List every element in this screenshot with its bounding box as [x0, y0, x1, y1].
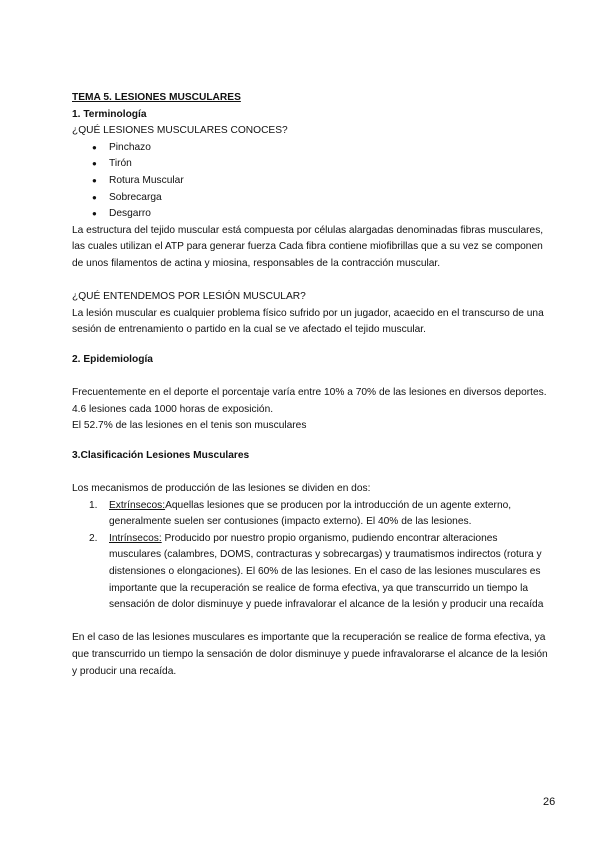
section-3-heading: 3.Clasificación Lesiones Musculares: [72, 449, 250, 461]
muscle-structure-paragraph: La estructura del tejido muscular está compuesta por células alargadas denominadas fibras musculares, las cuales utilizan el ATP para generar fuerza Cada fibra contiene miofibrillas que a su vez se componen de unos filamentos de actina y miosina, responsables de la contracción muscular.: [72, 224, 544, 269]
page-number: 26: [543, 796, 556, 808]
epidemiology-line-2: 4.6 lesiones cada 1000 horas de exposición.: [72, 403, 274, 415]
mechanisms-list: [72, 498, 552, 614]
list-item: ● Tirón: [92, 156, 552, 173]
list-item: ● Rotura Muscular: [92, 173, 552, 190]
document-title: TEMA 5. LESIONES MUSCULARES: [72, 92, 241, 103]
definition-question: ¿QUÉ ENTENDEMOS POR LESIÓN MUSCULAR?: [72, 291, 306, 303]
lesion-types-list: [72, 140, 552, 223]
list-item: ● Pinchazo: [92, 140, 552, 157]
list-item: [72, 531, 552, 614]
list-item: ● Desgarro: [92, 206, 552, 223]
classification-intro: Los mecanismos de producción de las lesiones se dividen en dos:: [72, 483, 371, 495]
list-item: [72, 498, 552, 531]
item-text: Producido por nuestro propio organismo, pudiendo encontrar alteraciones musculares (calambres, DOMS, contracturas y sobrecargas) y traumatismos indirectos (rotura y distensiones o elongaciones). El 60% de las lesiones. En el caso de las lesiones musculares es importante que la recuperación se realice de forma efectiva, ya que transcurrido un tiempo la sensación de dolor disminuye y puede infravalorar el alcance de la lesión y producir una recaída: [109, 532, 544, 611]
lesions-question: ¿QUÉ LESIONES MUSCULARES CONOCES?: [72, 125, 288, 137]
item-number: 2.: [89, 532, 98, 544]
definition-paragraph: La lesión muscular es cualquier problema físico sufrido por un jugador, acaecido en el transcurso de una sesión de entrenamiento o partido en la cual se ve afectado el tejido muscular.: [72, 307, 544, 336]
epidemiology-line-1: Frecuentemente en el deporte el porcentaje varía entre 10% a 70% de las lesiones en diversos deportes.: [72, 387, 547, 399]
list-item: ● Sobrecarga: [92, 190, 552, 207]
item-number: 1.: [89, 499, 98, 511]
epidemiology-line-3: El 52.7% de las lesiones en el tenis son musculares: [72, 420, 307, 432]
item-text: Aquellas lesiones que se producen por la introducción de un agente externo, generalmente suelen ser contusiones (impacto externo). El 40% de las lesiones.: [109, 499, 512, 528]
section-1-heading: 1. Terminología: [72, 108, 147, 120]
item-term: Extrínsecos:: [109, 499, 166, 511]
section-2-heading: 2. Epidemiología: [72, 353, 153, 365]
item-term: Intrínsecos:: [109, 532, 162, 544]
document-page: [72, 90, 552, 680]
closing-paragraph: En el caso de las lesiones musculares es importante que la recuperación se realice de forma efectiva, ya que transcurrido un tiempo la sensación de dolor disminuye y puede infravalorarse el alcance de la lesión y producir una recaída.: [72, 632, 548, 677]
